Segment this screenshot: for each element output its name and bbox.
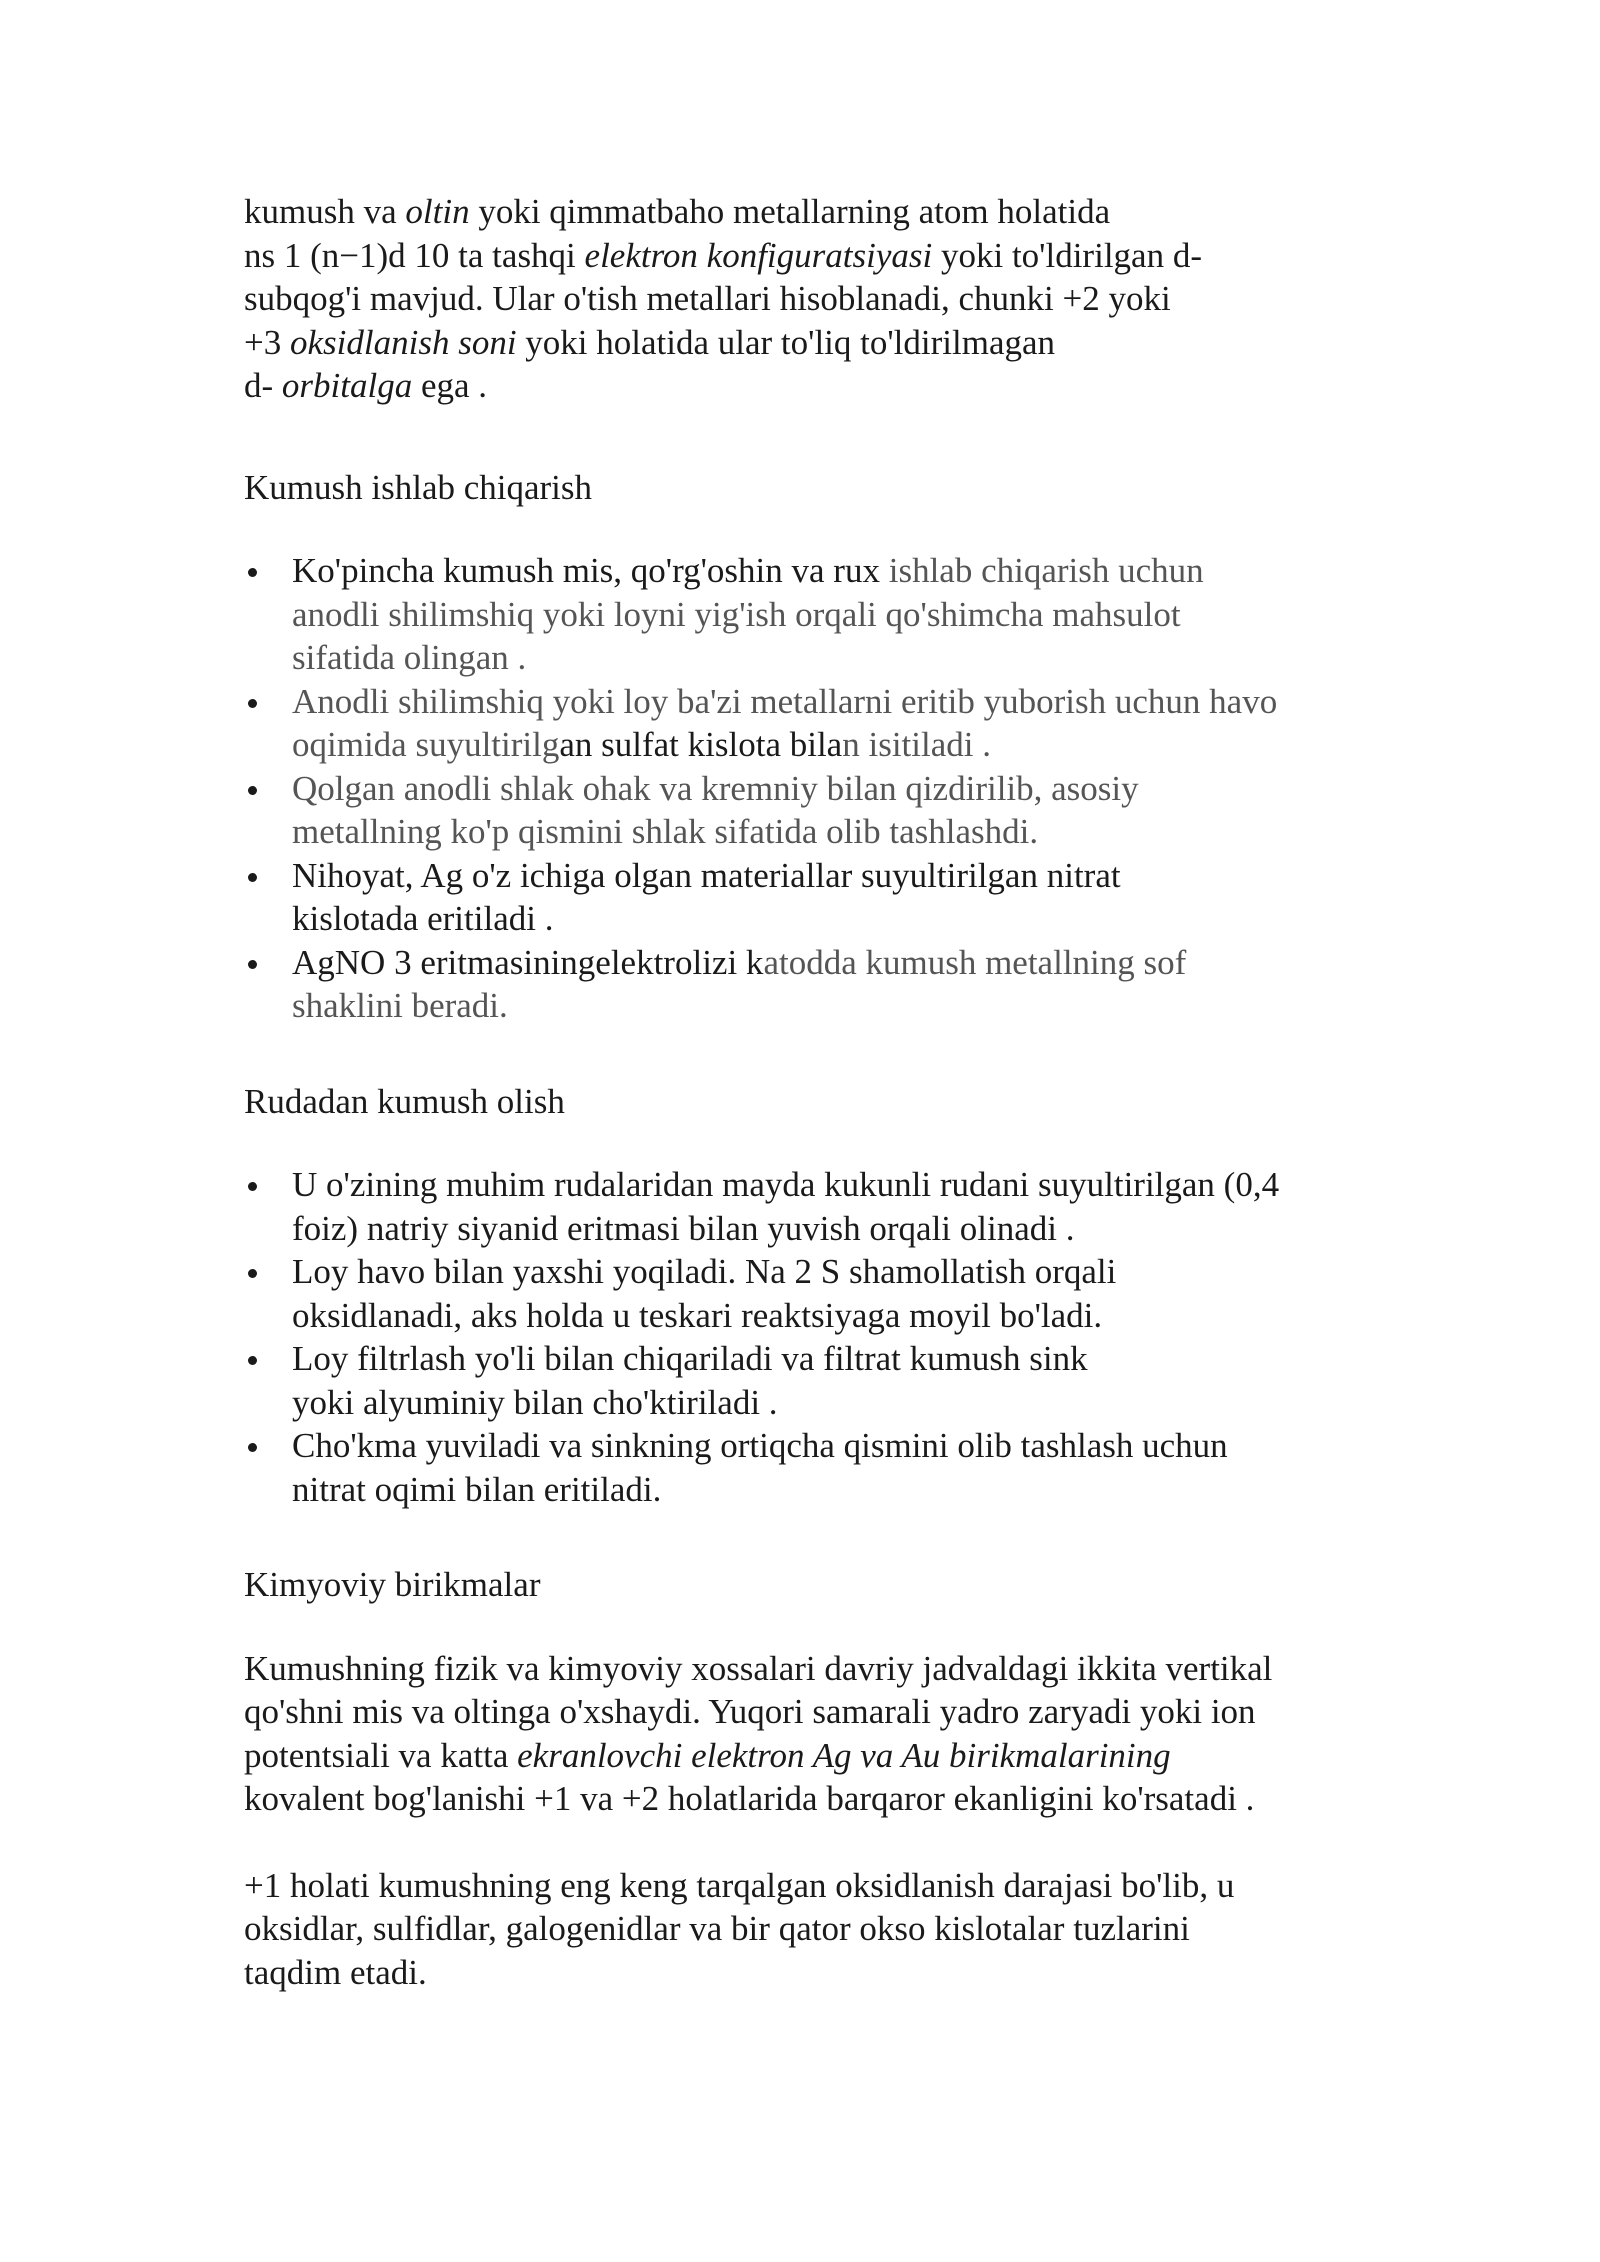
intro-text: yoki qimmatbaho metallarning atom holatida: [469, 192, 1111, 231]
intro-italic: elektron konfiguratsiyasi: [584, 235, 933, 275]
intro-text: yoki to'ldirilgan d-: [932, 235, 1202, 275]
document-page: [244, 190, 1374, 2037]
intro-text: ega .: [412, 366, 488, 405]
item-text-gray: shaklini beradi.: [292, 986, 508, 1025]
intro-text: subqog'i mavjud. Ular o'tish metallari hisoblanadi, chunki +2 yoki: [244, 279, 1171, 318]
section-heading: Kimyoviy birikmalar: [244, 1565, 541, 1604]
intro-italic: orbitalga: [281, 366, 413, 405]
section-heading: Kumush ishlab chiqarish: [244, 467, 593, 507]
intro-paragraph: [244, 190, 1374, 408]
item-text-gray: n isitiladi .: [842, 725, 991, 764]
item-text-gray: sifatida olingan .: [292, 638, 527, 677]
list-item: [244, 1424, 1374, 1511]
item-text: kislotada eritiladi .: [292, 899, 554, 938]
item-text-gray: metallning ko'p qismini shlak sifatida olib tashlashdi.: [292, 812, 1039, 851]
list-item: [244, 1250, 1374, 1337]
para-text: potentsiali va katta: [244, 1735, 518, 1775]
para-text: Kumushning fizik va kimyoviy xossalari davriy jadvaldagi ikkita vertikal: [244, 1648, 1273, 1688]
list-item: [244, 941, 1374, 1028]
para-text: qo'shni mis va oltinga o'xshaydi. Yuqori samarali yadro zaryadi yoki ion: [244, 1692, 1256, 1731]
intro-text: +3: [244, 322, 290, 362]
item-text: AgNO 3 eritmasiningelektrolizi k: [292, 942, 764, 982]
para-text: taqdim etadi.: [244, 1952, 427, 1992]
list-item: [244, 549, 1374, 680]
item-text: yoki alyuminiy bilan cho'ktiriladi .: [292, 1382, 778, 1422]
intro-text: kumush va: [244, 192, 406, 231]
body-paragraph: [244, 1864, 1374, 1995]
intro-italic: oltin: [405, 192, 470, 231]
item-text: nitrat oqimi bilan eritiladi.: [292, 1469, 662, 1509]
list-item: [244, 854, 1374, 941]
para-text: +1 holati kumushning eng keng tarqalgan oksidlanish darajasi bo'lib, u: [244, 1865, 1235, 1905]
item-text: U o'zining muhim rudalaridan mayda kukunli rudani suyultirilgan (0,4: [292, 1165, 1280, 1204]
item-text: Loy havo bilan yaxshi yoqiladi. Na 2 S shamollatish orqali: [292, 1252, 1117, 1291]
item-text: oksidlanadi, aks holda u teskari reaktsiyaga moyil bo'ladi.: [292, 1295, 1103, 1335]
intro-text: ns 1 (n−1)d 10 ta tashqi: [244, 235, 585, 275]
bullet-list: [244, 549, 1374, 1028]
intro-italic: oksidlanish soni: [290, 322, 517, 362]
para-text: kovalent bog'lanishi +1 va +2 holatlarida barqaror ekanligini ko'rsatadi .: [244, 1779, 1255, 1818]
para-italic: ekranlovchi elektron Ag va Au birikmalarining: [517, 1735, 1171, 1775]
body-paragraph: [244, 1647, 1374, 1821]
intro-text: yoki holatida ular to'liq to'ldirilmagan: [516, 322, 1056, 362]
section-heading: Rudadan kumush olish: [244, 1081, 565, 1121]
item-text-gray: Qolgan anodli shlak ohak va kremniy bilan qizdirilib, asosiy: [292, 768, 1139, 808]
item-text: Cho'kma yuviladi va sinkning ortiqcha qismini olib tashlash uchun: [292, 1426, 1228, 1465]
item-text-gray: anodli shilimshiq yoki loyni yig'ish orqali qo'shimcha mahsulot: [292, 594, 1181, 634]
item-text: an sulfat kislota bila: [559, 725, 843, 764]
para-text: oksidlar, sulfidlar, galogenidlar va bir qator okso kislotalar tuzlarini: [244, 1909, 1190, 1948]
item-text-gray: ishlab chiqarish uchun: [888, 551, 1204, 590]
list-item: [244, 680, 1374, 767]
item-text: Ko'pincha kumush mis, qo'rg'oshin va rux: [292, 551, 889, 590]
item-text: Loy filtrlash yo'li bilan chiqariladi va filtrat kumush sink: [292, 1339, 1088, 1378]
list-item: [244, 1163, 1374, 1250]
item-text-gray: Anodli shilimshiq yoki loy ba'zi metallarni eritib yuborish uchun havo: [292, 681, 1278, 721]
item-text-gray: atodda kumush metallning sof: [763, 942, 1187, 982]
list-item: [244, 767, 1374, 854]
intro-text: d-: [244, 366, 282, 405]
item-text: Nihoyat, Ag o'z ichiga olgan materiallar suyultirilgan nitrat: [292, 855, 1121, 895]
bullet-list: [244, 1163, 1374, 1511]
list-item: [244, 1337, 1374, 1424]
item-text: foiz) natriy siyanid eritmasi bilan yuvish orqali olinadi .: [292, 1208, 1075, 1248]
item-text-gray: oqimida suyultirilg: [292, 725, 560, 764]
